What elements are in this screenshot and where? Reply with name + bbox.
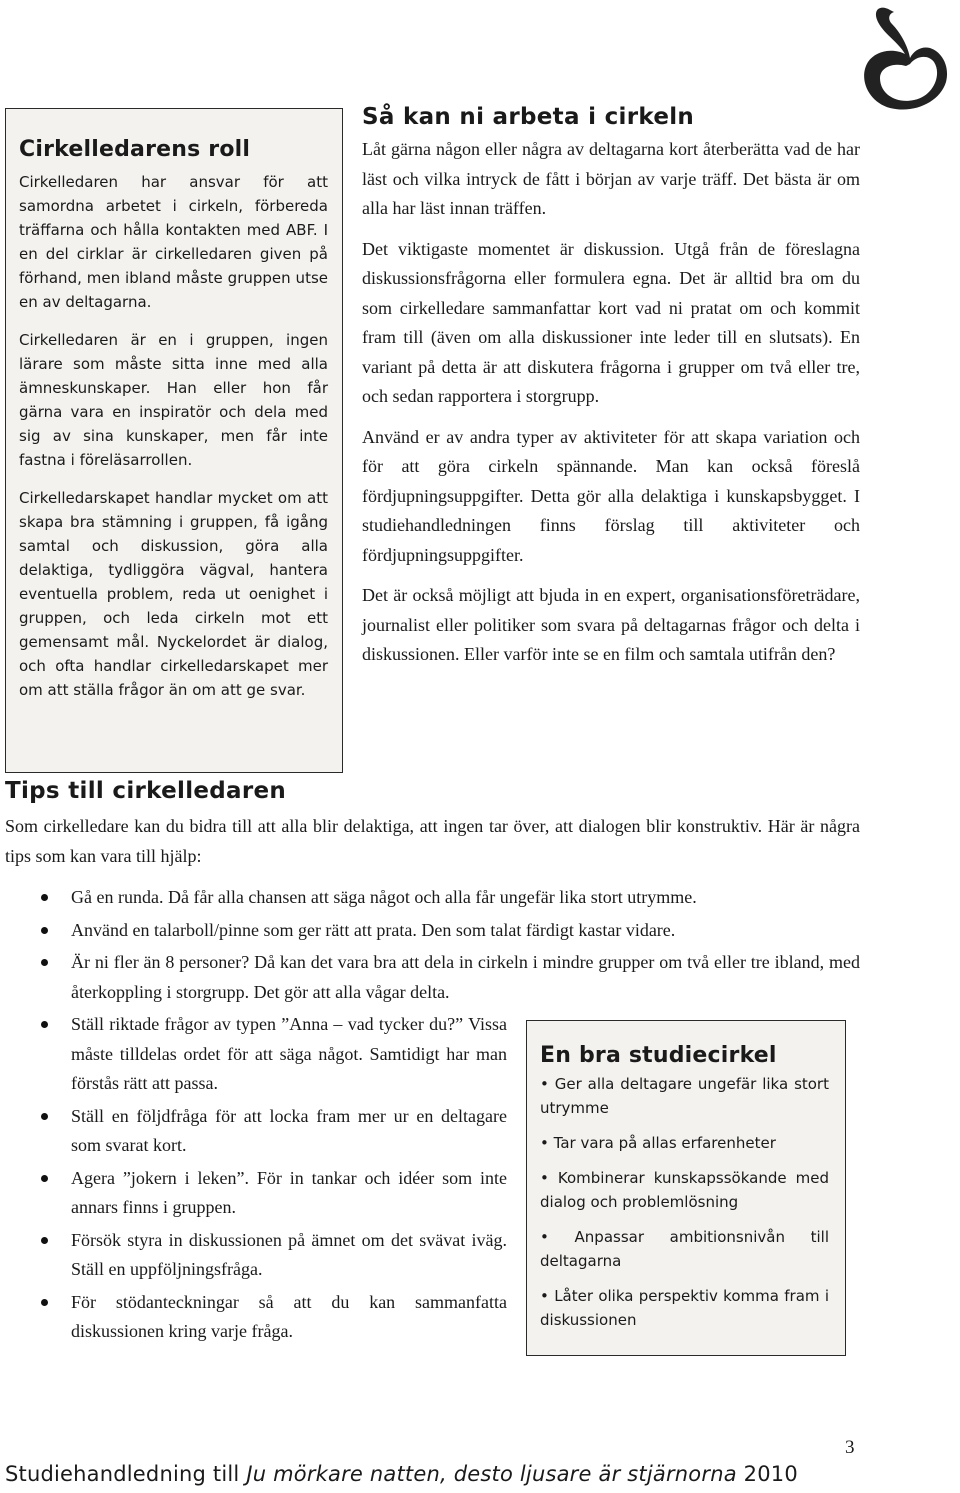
bullet-icon: •: [540, 1169, 549, 1187]
tips-title: Tips till cirkelledaren: [5, 778, 287, 804]
bullet-icon: [41, 1113, 48, 1120]
tips-intro: Som cirkelledare kan du bidra till att alla blir delaktiga, att ingen tar över, att dialogen blir konstruktiv. Här är några tips som kan vara till hjälp:: [5, 816, 860, 866]
work-paragraph-1: Låt gärna någon eller några av deltagarna kort återberätta vad de har läst och vilka intryck de fått i början av varje träff. Det bästa är om alla har läst innan träffen.: [362, 139, 860, 218]
work-paragraph-4: Det är också möjligt att bjuda in en expert, organisationsföreträdare, journalist eller politiker som svara på deltagarnas frågor och delta i diskussionen. Eller varför inte se en film och samtala utifrån den?: [362, 585, 860, 664]
study-circle-item: Ger alla deltagare ungefär lika stort utrymme: [540, 1075, 829, 1117]
role-box-title: Cirkelledarens roll: [19, 137, 251, 162]
abf-logo-icon: [850, 2, 955, 122]
work-section: [362, 104, 860, 681]
study-circle-item: Tar vara på allas erfarenheter: [553, 1134, 776, 1152]
role-paragraph-1: Cirkelledaren har ansvar för att samordna arbetet i cirkeln, förbereda träffarna och hålla kontakten med ABF. I en del cirklar är cirkelledaren given på förhand, men ibland måste gruppen utse en av deltagarna.: [19, 173, 328, 311]
study-circle-list: [540, 1072, 829, 1332]
bullet-icon: •: [540, 1228, 549, 1246]
list-item: [540, 1131, 829, 1155]
bullet-icon: [41, 1299, 48, 1306]
role-box: [5, 108, 343, 773]
bullet-icon: [41, 1021, 48, 1028]
bullet-icon: [41, 927, 48, 934]
study-circle-box: [526, 1020, 846, 1356]
list-item: [540, 1072, 829, 1120]
tip-text: Använd en talarboll/pinne som ger rätt att prata. Den som talat färdigt kastar vidare.: [71, 919, 676, 940]
bullet-icon: [41, 1237, 48, 1244]
tips-list-continued: [5, 1010, 507, 1350]
list-item: [5, 916, 860, 946]
tip-text: Är ni fler än 8 personer? Då kan det vara bra att dela in cirkeln i mindre grupper om två eller tre ibland, med återkoppling i storgrupp. Det gör att alla vågar delta.: [71, 952, 860, 1002]
bullet-icon: •: [540, 1287, 549, 1305]
study-circle-item: Låter olika perspektiv komma fram i diskussionen: [540, 1287, 829, 1329]
list-item: [5, 948, 860, 1007]
role-paragraph-2: Cirkelledaren är en i gruppen, ingen lärare som måste sitta inne med alla ämneskunskaper. Han eller hon får gärna vara en inspiratör och dela med sig av sina kunskaper, men får inte fastna i föreläsarrollen.: [19, 331, 328, 469]
list-item: [540, 1284, 829, 1332]
footer-year: 2010: [736, 1462, 798, 1486]
list-item: [5, 883, 860, 913]
tip-text: Försök styra in diskussionen på ämnet om det svävat iväg. Ställ en uppföljningsfråga.: [71, 1229, 507, 1279]
work-paragraph-3: Använd er av andra typer av aktiviteter för att skapa variation och för att göra cirkeln spännande. Man kan också föreslå fördjupningsuppgifter. Detta gör alla delaktiga i kunskapsbygget. I studiehandledningen finns förslag till aktiviteter och fördjupningsuppgifter.: [362, 426, 860, 565]
footer-book-title: Ju mörkare natten, desto ljusare är stjärnorna: [246, 1462, 737, 1486]
bullet-icon: [41, 959, 48, 966]
study-circle-item: Kombinerar kunskapssökande med dialog och problemlösning: [540, 1169, 829, 1211]
role-paragraph-3: Cirkelledarskapet handlar mycket om att skapa bra stämning i gruppen, få igång samtal och diskussion, göra alla delaktiga, tydliggöra vägval, hantera eventuella problem, reda ut oenighet i gruppen, och leda cirkeln mot ett gemensamt mål. Nyckelordet är dialog, och ofta handlar cirkelledarskapet mer om att ställa frågor än om att ge svar.: [19, 489, 328, 699]
bullet-icon: [41, 1175, 48, 1182]
list-item: [5, 1164, 507, 1223]
list-item: [540, 1166, 829, 1214]
bullet-icon: •: [540, 1075, 549, 1093]
list-item: [5, 1102, 507, 1161]
list-item: [5, 1288, 507, 1347]
footer-prefix: Studiehandledning till: [5, 1462, 247, 1486]
tip-text: För stödanteckningar så att du kan sammanfatta diskussionen kring varje fråga.: [71, 1291, 507, 1341]
list-item: [540, 1225, 829, 1273]
list-item: [5, 1226, 507, 1285]
tip-text: Gå en runda. Då får alla chansen att säga något och alla får ungefär lika stort utrymme.: [71, 887, 697, 907]
tips-list: [5, 883, 860, 1010]
page-footer: [5, 1462, 875, 1486]
bullet-icon: •: [540, 1134, 549, 1152]
tip-text: Ställ en följdfråga för att locka fram mer ur en deltagare som svarat kort.: [71, 1105, 507, 1155]
list-item: [5, 1010, 507, 1099]
page-number: 3: [845, 1437, 855, 1458]
work-section-title: Så kan ni arbeta i cirkeln: [362, 104, 695, 130]
study-circle-item: Anpassar ambitionsnivån till deltagarna: [540, 1228, 829, 1270]
bullet-icon: [41, 894, 48, 901]
tip-text: Ställ riktade frågor av typen ”Anna – vad tycker du?” Vissa måste tilldelas ordet för att säga något. Samtidigt har man förstås rätt att passa.: [71, 1014, 507, 1093]
study-circle-title: En bra studiecirkel: [540, 1043, 777, 1068]
tip-text: Agera ”jokern i leken”. För in tankar och idéer som inte annars finns i gruppen.: [71, 1167, 507, 1217]
work-paragraph-2: Det viktigaste momentet är diskussion. Utgå från de föreslagna diskussionsfrågorna eller formulera egna. Det är alltid bra om du som cirkelledare sammanfattar kort vad ni pratat om och kommit fram till (även om alla diskussioner inte leder till en slutsats). En variant på detta är att diskutera frågorna i grupper om två eller tre, och sedan rapportera i storgrupp.: [362, 238, 860, 406]
